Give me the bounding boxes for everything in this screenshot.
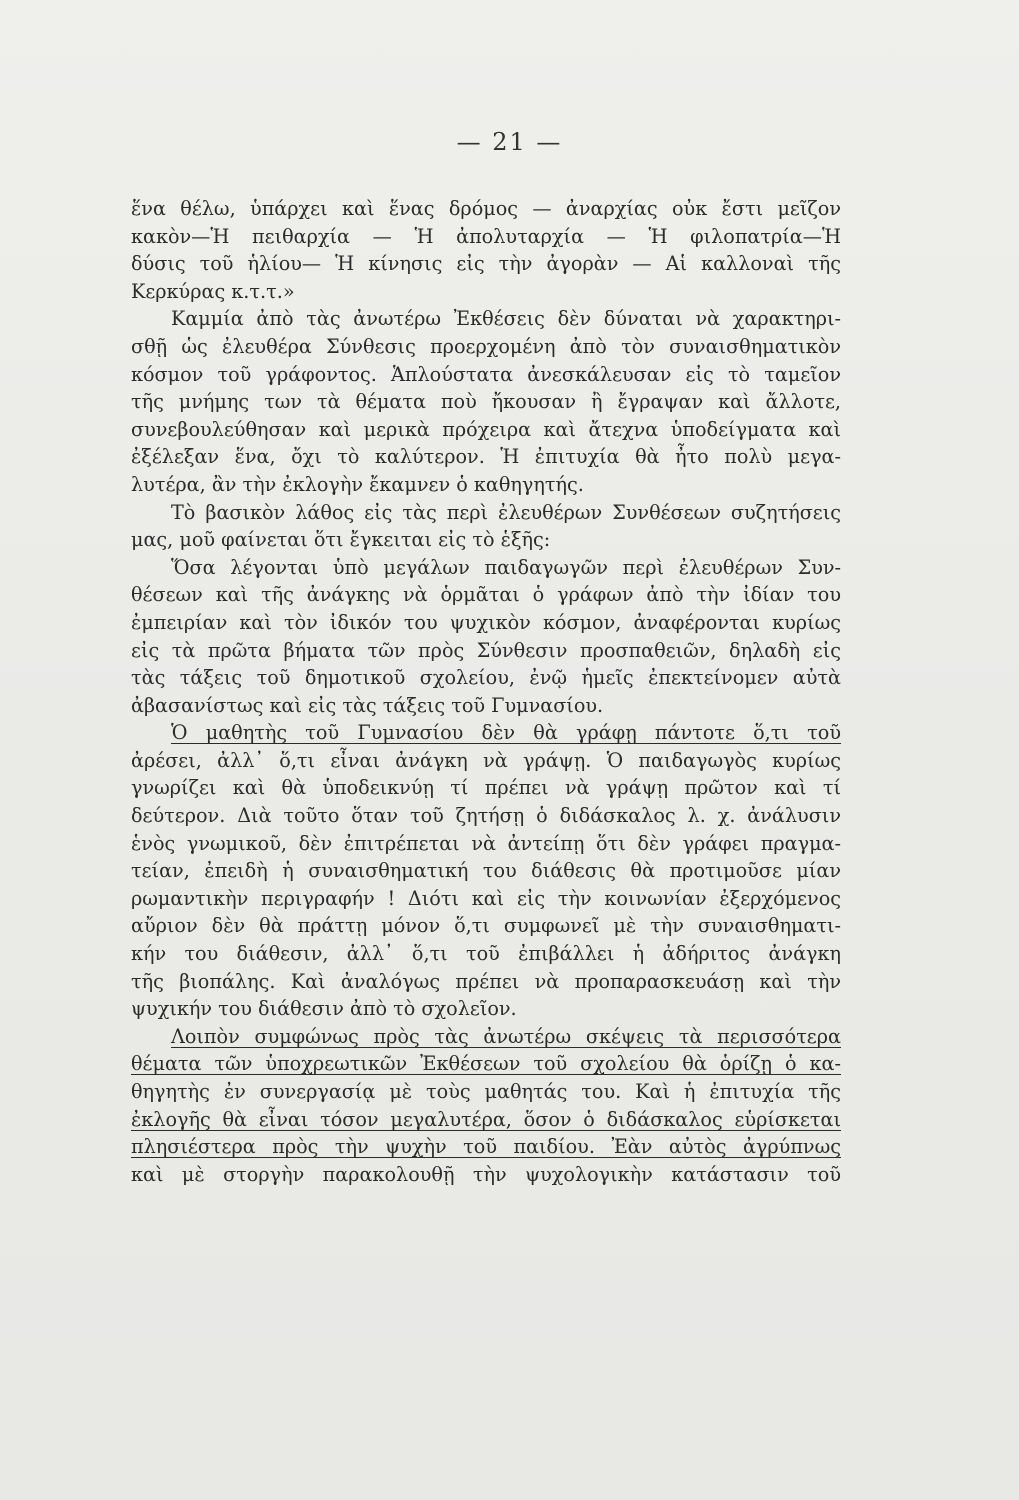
text-line: μας, μοῦ φαίνεται ὅτι ἔγκειται εἰς τὸ ἑξῆς: <box>131 528 551 552</box>
text-line: Ὅσα λέγονται ὑπὸ μεγάλων παιδαγωγῶν περὶ ἐλευθέρων Συν- <box>171 555 841 579</box>
text-line: Τὸ βασικὸν λάθος εἰς τὰς περὶ ἐλευθέρων Συνθέσεων συζητήσεις <box>171 500 841 524</box>
text-line: δεύτερον. Διὰ τοῦτο ὅταν τοῦ ζητήσῃ ὁ διδάσκαλος λ. χ. ἀνάλυσιν <box>131 804 841 828</box>
text-line: δύσις τοῦ ἡλίου— Ἡ κίνησις εἰς τὴν ἀγορὰν — Αἱ καλλοναὶ τῆς <box>131 252 841 276</box>
text-line: σθῇ ὡς ἐλευθέρα Σύνθεσις προερχομένη ἀπὸ τὸν συναισθηματικὸν <box>131 334 841 358</box>
text-line: γνωρίζει καὶ θὰ ὑποδεικνύῃ τί πρέπει νὰ γράψῃ πρῶτον καὶ τί <box>131 776 841 800</box>
text-line: θηγητὴς ἐν συνεργασίᾳ μὲ τοὺς μαθητάς του. Καὶ ἡ ἐπιτυχία τῆς <box>131 1080 841 1103</box>
body-text <box>131 195 841 1188</box>
text-line: κόσμον τοῦ γράφοντος. Ἁπλούστατα ἀνεσκάλευσαν εἰς τὸ ταμεῖον <box>131 362 841 386</box>
text-line: ἕνα θέλω, ὑπάρχει καὶ ἕνας δρόμος — ἀναρχίας οὐκ ἔστι μεῖζον <box>131 197 841 220</box>
text-line: θέσεων καὶ τῆς ἀνάγκης νὰ ὁρμᾶται ὁ γράφων ἀπὸ τὴν ἰδίαν του <box>131 583 841 607</box>
text-line: Κερκύρας κ.τ.τ.» <box>131 279 295 303</box>
text-line: θέματα τῶν ὑποχρεωτικῶν Ἐκθέσεων τοῦ σχολείου θὰ ὁρίζῃ ὁ κα- <box>131 1052 841 1076</box>
text-line: τὰς τάξεις τοῦ δημοτικοῦ σχολείου, ἐνῷ ἡμεῖς ἐπεκτείνομεν αὐτὰ <box>131 666 841 690</box>
text-line: εἰς τὰ πρῶτα βήματα τῶν πρὸς Σύνθεσιν προσπαθειῶν, δηλαδὴ εἰς <box>131 638 841 662</box>
text-line: Λοιπὸν συμφώνως πρὸς τὰς ἀνωτέρω σκέψεις τὰ περισσότερα <box>171 1024 841 1048</box>
page-number: — 21 — <box>456 128 563 156</box>
text-line: ψυχικήν του διάθεσιν ἀπὸ τὸ σχολεῖον. <box>131 997 517 1021</box>
text-line: ἀρέσει, ἀλλ᾿ ὅ,τι εἶναι ἀνάγκη νὰ γράψῃ. Ὁ παιδαγωγὸς κυρίως <box>131 748 841 772</box>
text-line: ἑνὸς γνωμικοῦ, δὲν ἐπιτρέπεται νὰ ἀντείπῃ ὅτι δὲν γράφει πραγμα- <box>131 831 841 855</box>
text-line: λυτέρα, ἂν τὴν ἐκλογὴν ἔκαμνεν ὁ καθηγητής. <box>131 472 584 496</box>
text-line: ἀβασανίστως καὶ εἰς τὰς τάξεις τοῦ Γυμνασίου. <box>131 693 604 717</box>
text-line: Ὁ μαθητὴς τοῦ Γυμνασίου δὲν θὰ γράφῃ πάντοτε ὅ,τι τοῦ <box>171 721 841 745</box>
text-line: Καμμία ἀπὸ τὰς ἀνωτέρω Ἐκθέσεις δὲν δύναται νὰ χαρακτηρι- <box>171 307 841 331</box>
text-line: καὶ μὲ στοργὴν παρακολουθῇ τὴν ψυχολογικὴν κατάστασιν τοῦ <box>131 1162 841 1186</box>
text-line: τῆς μνήμης των τὰ θέματα ποὺ ἤκουσαν ἢ ἔγραψαν καὶ ἄλλοτε, <box>131 390 841 414</box>
text-line: πλησιέστερα πρὸς τὴν ψυχὴν τοῦ παιδίου. Ἐὰν αὐτὸς ἀγρύπνως <box>131 1135 841 1159</box>
text-line: ἐξέλεξαν ἕνα, ὄχι τὸ καλύτερον. Ἡ ἐπιτυχία θὰ ἦτο πολὺ μεγα- <box>131 445 841 469</box>
text-line: ρωμαντικὴν περιγραφήν ! Διότι καὶ εἰς τὴν κοινωνίαν ἐξερχόμενος <box>131 886 841 910</box>
text-line: κακὸν—Ἡ πειθαρχία — Ἡ ἀπολυταρχία — Ἡ φιλοπατρία—Ἡ <box>131 224 841 248</box>
text-line: τῆς βιοπάλης. Καὶ ἀναλόγως πρέπει νὰ προπαρασκευάσῃ καὶ τὴν <box>131 969 841 993</box>
text-line: ἐμπειρίαν καὶ τὸν ἰδικόν του ψυχικὸν κόσμον, ἀναφέρονται κυρίως <box>131 610 841 634</box>
text-line: ἐκλογῆς θὰ εἶναι τόσον μεγαλυτέρα, ὅσον ὁ διδάσκαλος εὑρίσκεται <box>131 1107 841 1131</box>
text-line: κήν του διάθεσιν, ἀλλ᾿ ὅ,τι τοῦ ἐπιβάλλει ἡ ἀδήριτος ἀνάγκη <box>131 942 841 966</box>
text-line: συνεβουλεύθησαν καὶ μερικὰ πρόχειρα καὶ ἄτεχνα ὑποδείγματα καὶ <box>131 417 841 441</box>
text-line: τείαν, ἐπειδὴ ἡ συναισθηματική του διάθεσις θὰ προτιμοῦσε μίαν <box>131 859 841 883</box>
text-line: αὔριον δὲν θὰ πράττῃ μόνον ὅ,τι συμφωνεῖ μὲ τὴν συναισθηματι- <box>131 914 841 938</box>
